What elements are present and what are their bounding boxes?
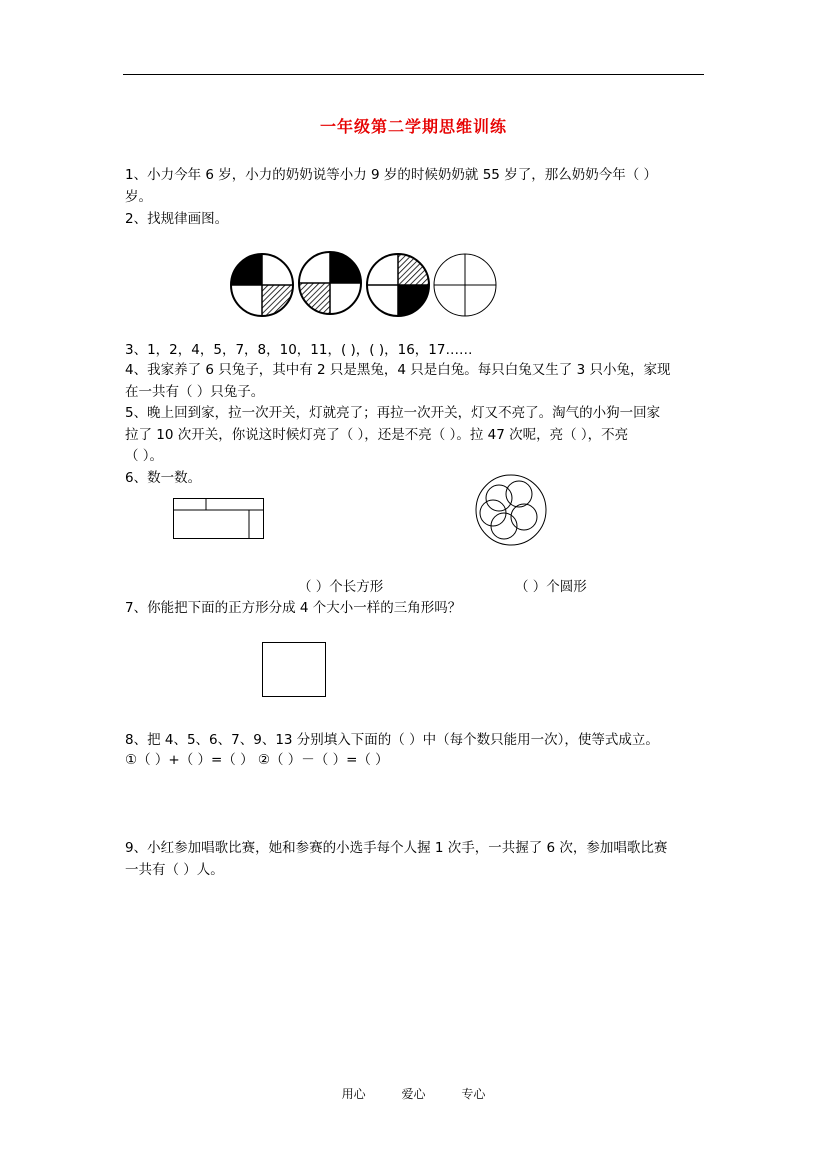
rectangles-figure	[173, 498, 265, 540]
footer-text-1: 用心	[341, 1087, 366, 1101]
page-title: 一年级第二学期思维训练	[319, 117, 507, 136]
footer-text-2: 爱心	[401, 1087, 426, 1101]
rectangle-count-answer: （ ）个长方形	[298, 579, 384, 595]
question-5-line-2: 拉了 10 次开关，你说这时候灯亮了（ ），还是不亮（ ）。拉 47 次呢，亮（ ），不亮	[125, 427, 629, 443]
pattern-circles-figure	[228, 247, 500, 323]
question-5-line-1: 5、晚上回到家，拉一次开关，灯就亮了；再拉一次开关，灯又不亮了。淘气的小狗一回家	[125, 405, 661, 421]
footer-text-3: 专心	[461, 1087, 486, 1101]
question-9-line-1: 9、小红参加唱歌比赛，她和参赛的小选手每个人握 1 次手，一共握了 6 次，参加唱歌比赛	[125, 840, 668, 856]
pattern-circle-3	[367, 254, 429, 316]
question-7: 7、你能把下面的正方形分成 4 个大小一样的三角形吗？	[125, 600, 462, 616]
header-rule	[123, 74, 704, 75]
circle-count-answer: （ ）个圆形	[515, 579, 587, 595]
question-6: 6、数一数。	[125, 470, 202, 486]
pattern-circle-1	[231, 254, 293, 316]
question-1-line-2: 岁。	[125, 189, 152, 205]
question-2: 2、找规律画图。	[125, 211, 229, 227]
question-4-line-2: 在一共有（ ）只兔子。	[125, 384, 265, 400]
page-footer	[0, 1085, 827, 1102]
square-figure	[262, 642, 326, 697]
question-5-line-3: （ ）。	[125, 448, 164, 464]
question-1-line-1: 1、小力今年 6 岁，小力的奶奶说等小力 9 岁的时候奶奶就 55 岁了，那么奶奶今年（ ）	[125, 167, 657, 183]
circles-figure	[474, 473, 548, 547]
question-9-line-2: 一共有（ ）人。	[125, 862, 224, 878]
pattern-circle-2	[299, 252, 361, 314]
pattern-circle-4-blank	[434, 254, 496, 316]
question-3: 3、1，2，4，5，7，8，10，11，( )，( )，16，17……	[125, 342, 473, 358]
question-8-line-1: 8、把 4、5、6、7、9、13 分别填入下面的（ ）中（每个数只能用一次），使等式成立。	[125, 732, 659, 748]
question-8-equations: ①（ ）+（ ）=（ ） ②（ ）－（ ）=（ ）	[125, 752, 389, 768]
question-4-line-1: 4、我家养了 6 只兔子，其中有 2 只是黑兔，4 只是白兔。每只白兔又生了 3 只小兔，家现	[125, 362, 671, 378]
